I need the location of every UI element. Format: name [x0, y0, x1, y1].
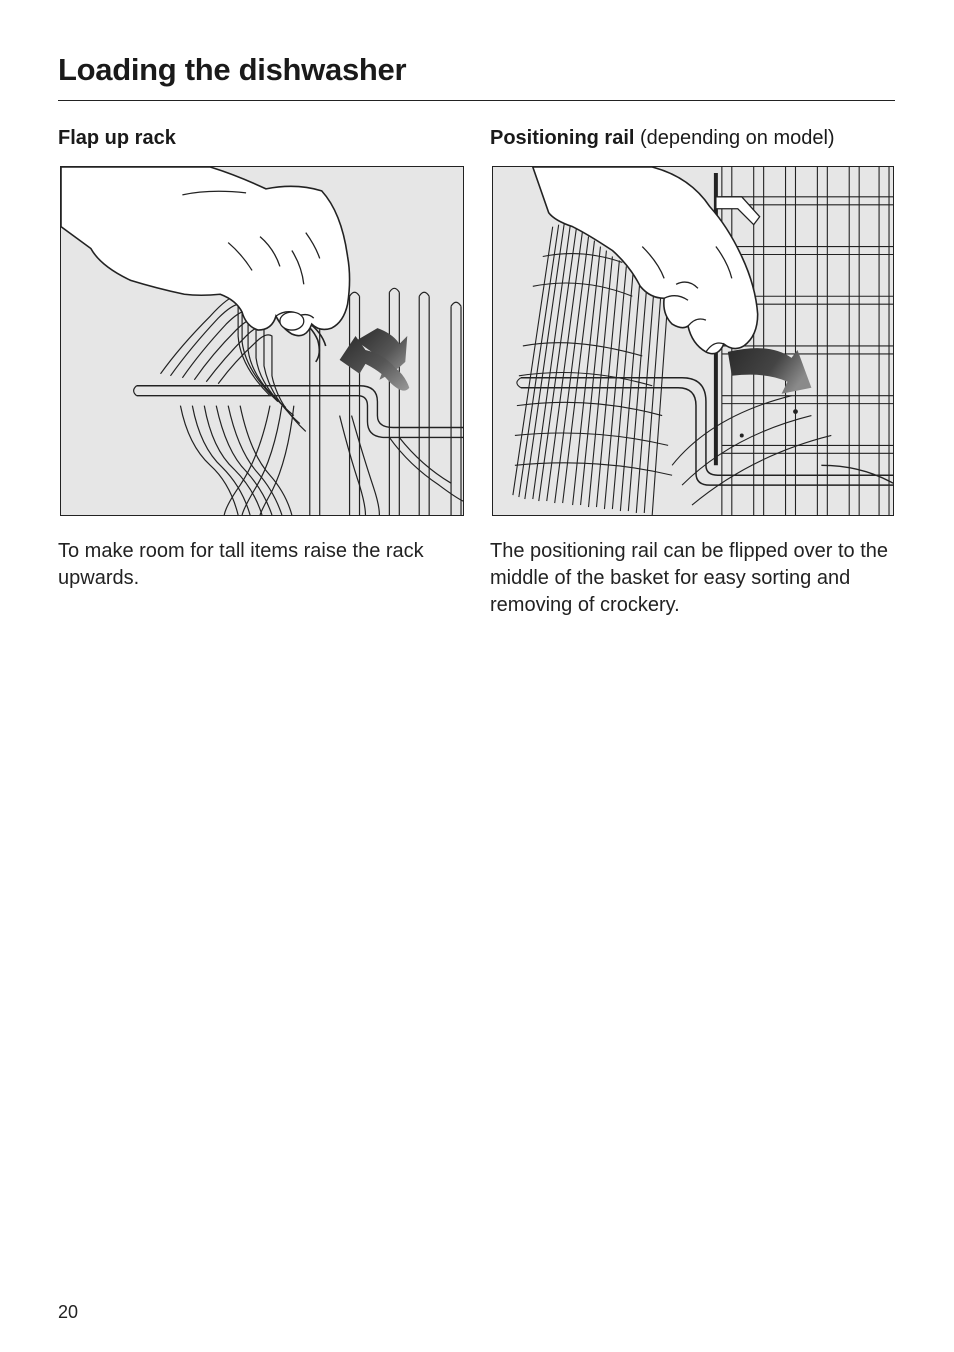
flap-up-rack-figure [60, 166, 464, 516]
positioning-rail-figure [492, 166, 894, 516]
page-number: 20 [58, 1302, 79, 1322]
heading-text: Positioning rail [490, 127, 635, 149]
section-flap-up-rack [58, 124, 464, 589]
heading-subtext: (depending on model) [640, 127, 835, 149]
caption-flap-up-rack: To make room for tall items raise the rack upwards. [58, 540, 424, 589]
arrow-down-right-icon [728, 348, 812, 394]
caption-positioning-rail: The positioning rail can be flipped over to the middle of the basket for easy sorting and removing of crockery. [490, 540, 889, 616]
heading-text: Flap up rack [58, 127, 176, 149]
section-heading-flap-up-rack [58, 124, 464, 152]
title-divider [58, 100, 895, 101]
hand-flipping-rail-illustration [493, 167, 893, 515]
hand-raising-rack-illustration [61, 167, 463, 515]
page-title: Loading the dishwasher [58, 52, 407, 87]
hand-shape [533, 167, 758, 354]
section-heading-positioning-rail [490, 124, 894, 152]
section-positioning-rail [490, 124, 894, 616]
